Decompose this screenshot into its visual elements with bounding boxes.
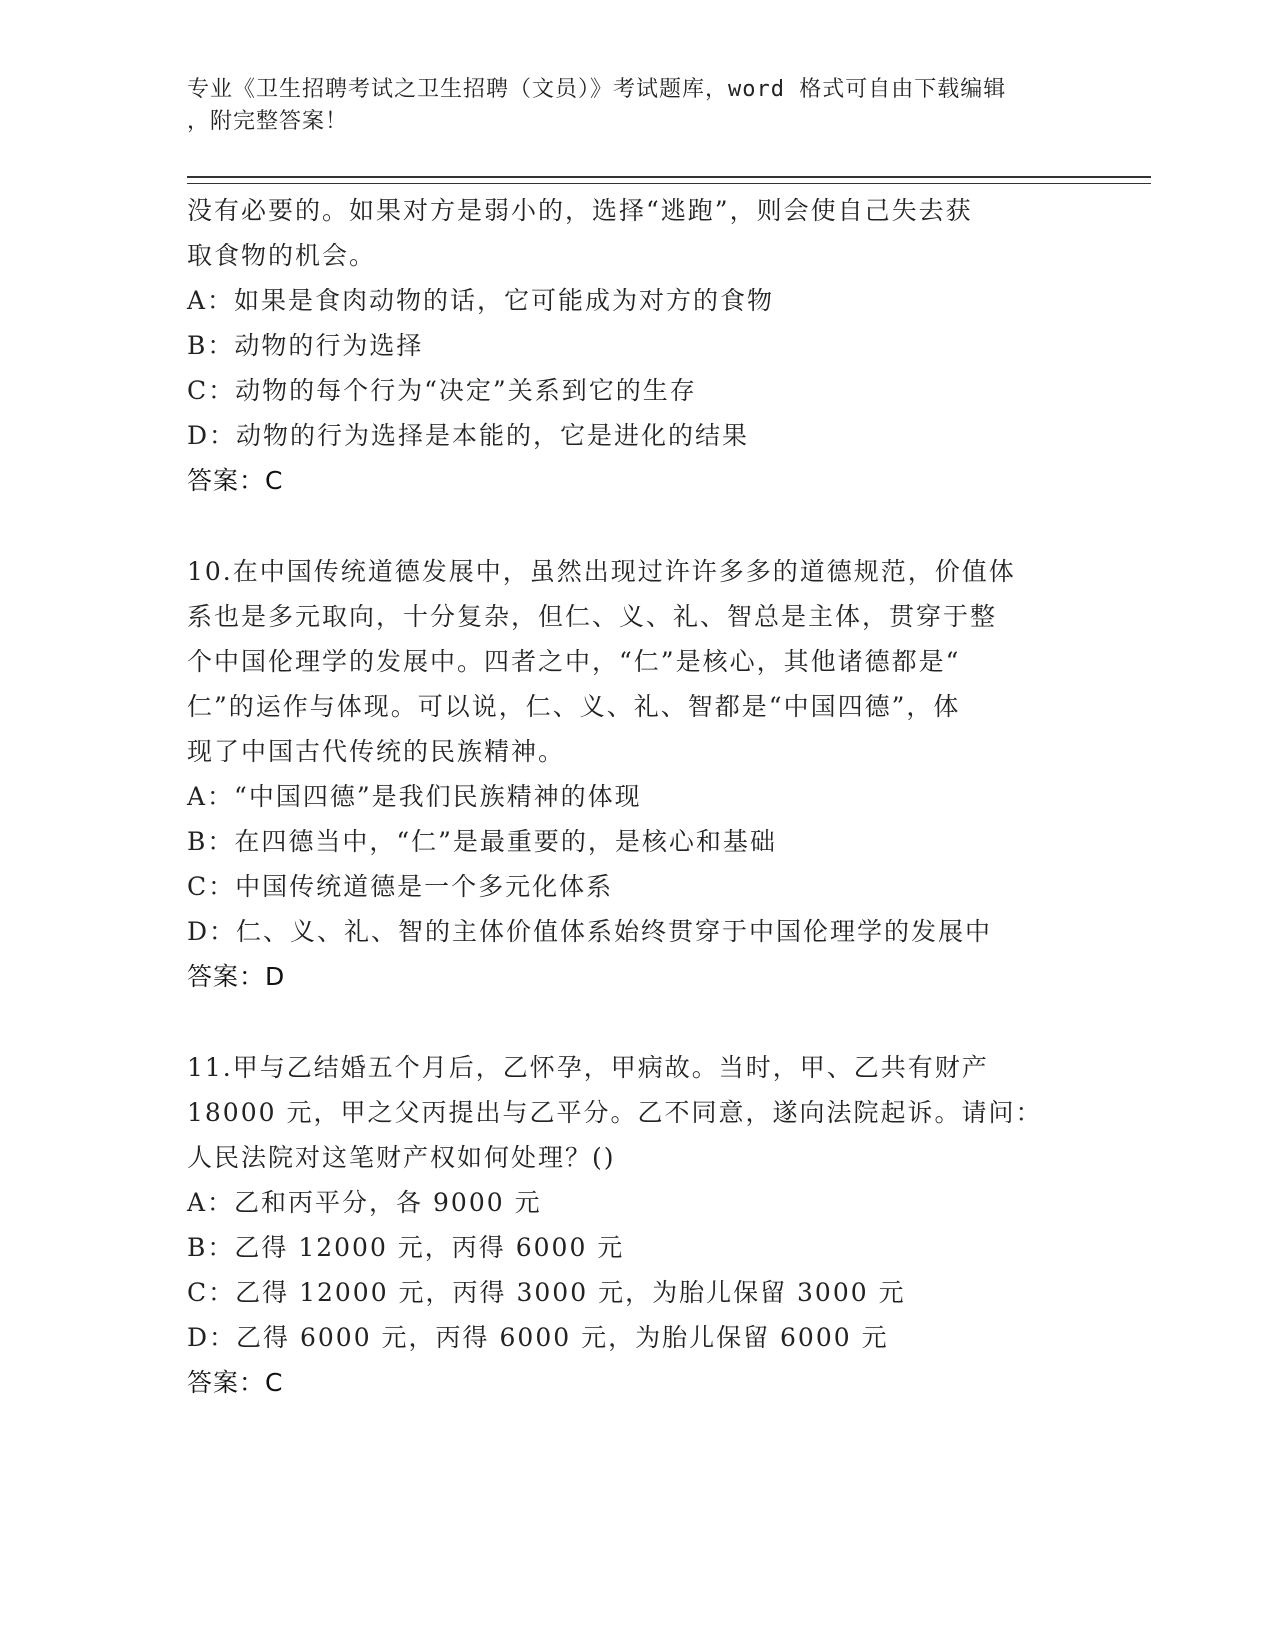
option-d: D：仁、义、礼、智的主体价值体系始终贯穿于中国伦理学的发展中 xyxy=(187,917,993,946)
header-divider xyxy=(187,176,1151,184)
question-stem-line: 现了中国古代传统的民族精神。 xyxy=(187,737,566,766)
option-b: B：在四德当中，“仁”是最重要的，是核心和基础 xyxy=(187,827,777,856)
question-9 xyxy=(187,188,1087,503)
option-d: D：乙得 6000 元，丙得 6000 元，为胎儿保留 6000 元 xyxy=(187,1323,889,1352)
answer-line: 答案：C xyxy=(187,1368,284,1397)
page-header xyxy=(187,74,1087,138)
answer-line: 答案：D xyxy=(187,962,286,991)
option-d: D：动物的行为选择是本能的，它是进化的结果 xyxy=(187,421,750,450)
question-stem-line: 没有必要的。如果对方是弱小的，选择“逃跑”，则会使自己失去获 xyxy=(187,196,973,225)
option-b: B：动物的行为选择 xyxy=(187,331,424,360)
option-c: C：动物的每个行为“决定”关系到它的生存 xyxy=(187,376,697,405)
question-11 xyxy=(187,1045,1087,1405)
question-stem-line: 系也是多元取向，十分复杂，但仁、义、礼、智总是主体，贯穿于整 xyxy=(187,602,998,631)
option-c: C：中国传统道德是一个多元化体系 xyxy=(187,872,614,901)
option-a: A：“中国四德”是我们民族精神的体现 xyxy=(187,782,642,811)
question-stem-line: 11.甲与乙结婚五个月后，乙怀孕，甲病故。当时，甲、乙共有财产 xyxy=(187,1053,989,1082)
question-stem-line: 10.在中国传统道德发展中，虽然出现过许许多多的道德规范，价值体 xyxy=(187,557,1016,586)
option-a: A：如果是食肉动物的话，它可能成为对方的食物 xyxy=(187,286,775,315)
question-list xyxy=(187,188,1087,1405)
answer-line: 答案：C xyxy=(187,466,284,495)
option-c: C：乙得 12000 元，丙得 3000 元，为胎儿保留 3000 元 xyxy=(187,1278,906,1307)
option-a: A：乙和丙平分，各 9000 元 xyxy=(187,1188,542,1217)
question-stem-line: 仁”的运作与体现。可以说，仁、义、礼、智都是“中国四德”，体 xyxy=(187,692,961,721)
question-10 xyxy=(187,549,1087,999)
question-stem-line: 取食物的机会。 xyxy=(187,241,377,270)
question-spacer xyxy=(187,503,1087,549)
option-b: B：乙得 12000 元，丙得 6000 元 xyxy=(187,1233,625,1262)
question-stem-line: 个中国伦理学的发展中。四者之中，“仁”是核心，其他诸德都是“ xyxy=(187,647,961,676)
question-spacer xyxy=(187,999,1087,1045)
header-title-line-1: 专业《卫生招聘考试之卫生招聘（文员）》考试题库，word 格式可自由下载编辑 xyxy=(187,77,1007,102)
question-stem-line: 人民法院对这笔财产权如何处理？() xyxy=(187,1143,616,1172)
question-stem-line: 18000 元，甲之父丙提出与乙平分。乙不同意，遂向法院起诉。请问： xyxy=(187,1098,1043,1127)
header-title-line-2: ，附完整答案！ xyxy=(187,109,349,134)
